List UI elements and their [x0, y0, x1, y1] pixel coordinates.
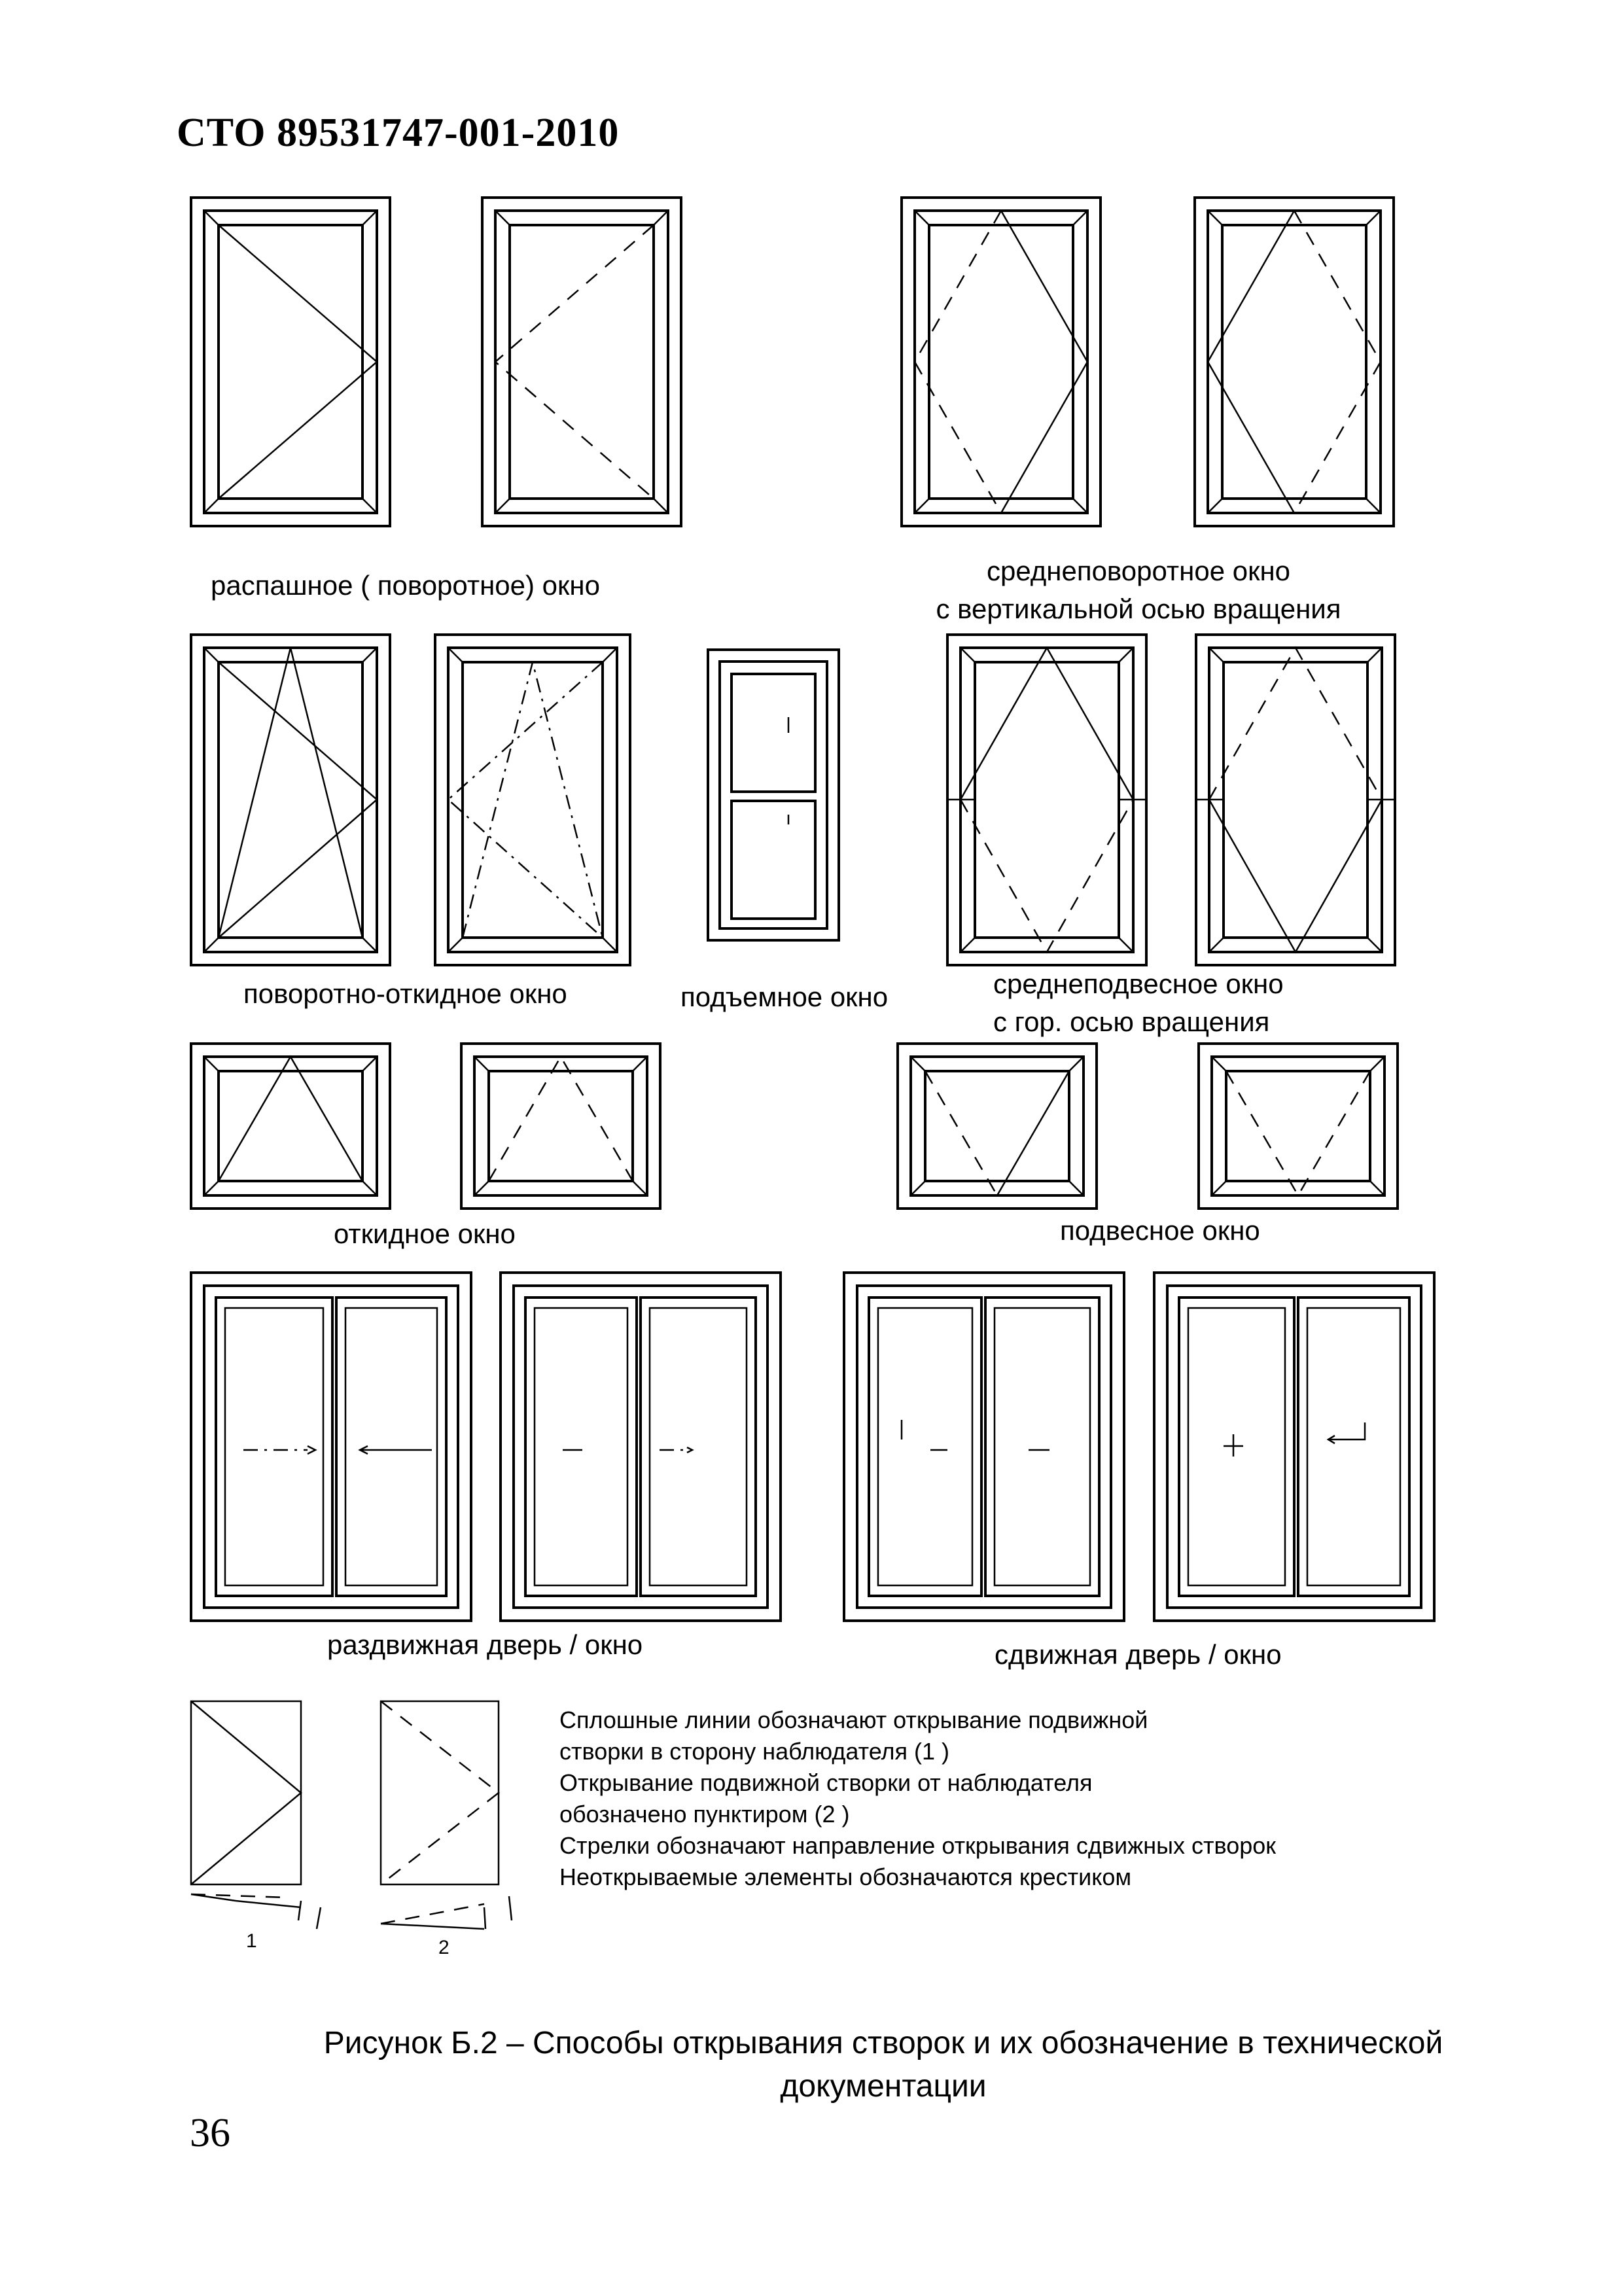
tilt-turn-window-solid — [191, 635, 390, 965]
sliding-door-window-2 — [501, 1273, 781, 1621]
label-lifting: подъемное окно — [680, 981, 889, 1012]
label-pivot-vertical — [890, 552, 1387, 628]
tilt-window-dashed — [461, 1044, 660, 1209]
label-tilt-turn: поворотно-откидное окно — [243, 978, 567, 1009]
tilt-window-solid — [191, 1044, 390, 1209]
lift-slide-door-window-1 — [844, 1273, 1124, 1621]
sliding-door-window-1 — [191, 1273, 471, 1621]
page-number: 36 — [190, 2111, 230, 2155]
legend-line: Стрелки обозначают направление открывания сдвижных створок — [559, 1832, 1277, 1859]
legend-line: Неоткрываемые элементы обозначаются крестиком — [559, 1863, 1132, 1890]
legend-line: Открывание подвижной створки от наблюдателя — [559, 1769, 1093, 1796]
label-lift-slide: сдвижная дверь / окно — [995, 1639, 1282, 1670]
label-pivot-vertical-line2: с вертикальной осью вращения — [936, 593, 1341, 624]
legend-text — [559, 1704, 1276, 1893]
vertical-pivot-window-1 — [902, 198, 1101, 526]
legend-marker-1: 1 — [246, 1930, 257, 1952]
lifting-window — [708, 650, 839, 940]
label-pivot-horizontal — [993, 965, 1284, 1041]
label-tilt: откидное окно — [334, 1218, 516, 1249]
document-code: СТО 89531747-001-2010 — [177, 111, 620, 155]
tilt-turn-window-dashed — [435, 635, 630, 965]
horizontal-pivot-window-1 — [947, 635, 1146, 965]
top-hung-window-dashed — [1199, 1044, 1398, 1209]
legend-line: обозначено пунктиром (2 ) — [559, 1801, 850, 1828]
legend-sample-solid — [191, 1701, 321, 1929]
horizontal-pivot-window-2 — [1196, 635, 1395, 965]
label-sliding: раздвижная дверь / окно — [327, 1629, 643, 1660]
label-pivot-horizontal-line2: с гор. осью вращения — [993, 1006, 1270, 1037]
label-top-hung: подвесное окно — [1060, 1215, 1260, 1246]
label-pivot-vertical-line1: среднеповоротное окно — [986, 556, 1291, 586]
lift-slide-door-window-2 — [1154, 1273, 1434, 1621]
label-pivot-horizontal-line1: среднеподвесное окно — [993, 968, 1284, 999]
figure-caption — [275, 2022, 1492, 2108]
vertical-pivot-window-2 — [1195, 198, 1394, 526]
figure-caption-line1: Рисунок Б.2 – Способы открывания створок и их обозначение в технической — [323, 2026, 1443, 2060]
legend-line: Сплошные линии обозначают открывание подвижной — [559, 1706, 1148, 1733]
casement-window-dashed — [482, 198, 681, 526]
figure-caption-line2: документации — [780, 2069, 987, 2104]
label-casement: распашное ( поворотное) окно — [211, 570, 600, 601]
top-hung-window-solid — [898, 1044, 1097, 1209]
legend-line: створки в сторону наблюдателя (1 ) — [559, 1738, 950, 1765]
casement-window-solid — [191, 198, 390, 526]
legend-sample-dashed — [381, 1701, 512, 1929]
legend-marker-2: 2 — [438, 1937, 450, 1958]
